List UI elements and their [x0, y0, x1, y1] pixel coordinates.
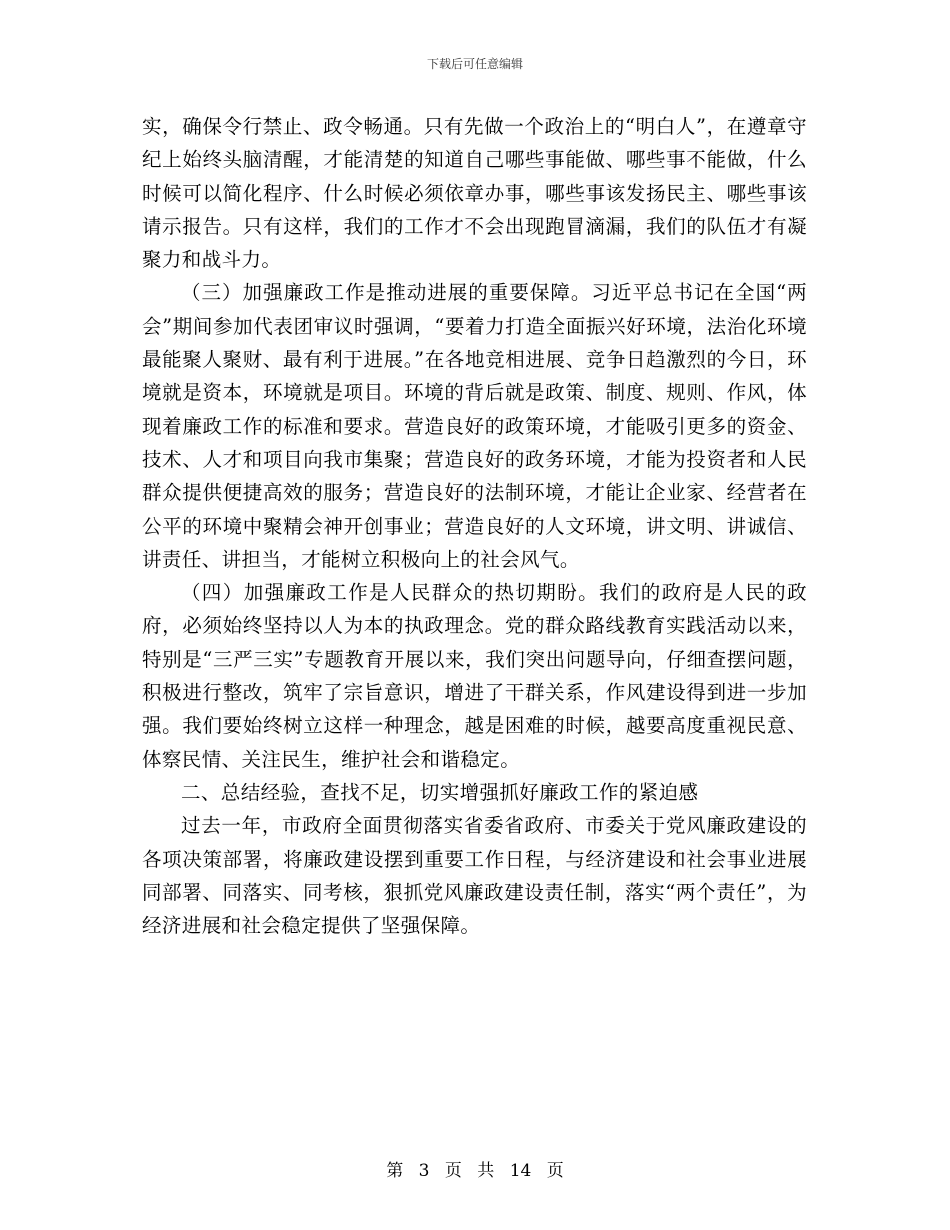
document-body — [142, 110, 807, 942]
footer-total-pages: 14 — [509, 1161, 532, 1181]
page-footer — [0, 1156, 950, 1181]
footer-current-page: 3 — [418, 1161, 430, 1181]
paragraph-past-year: 过去一年，市政府全面贯彻落实省委省政府、市委关于党风廉政建设的各项决策部署，将廉政建设摆到重要工作日程，与经济建设和社会事业进展同部署、同落实、同考核，狠抓党风廉政建设责任制，落实“两个责任”，为经济进展和社会稳定提供了坚强保障。 — [142, 814, 807, 938]
page-header-note: 下载后可任意编辑 — [426, 57, 523, 71]
paragraph-section-four: （四）加强廉政工作是人民群众的热切期盼。我们的政府是人民的政府，必须始终坚持以人为本的执政理念。党的群众路线教育实践活动以来，特别是“三严三实”专题教育开展以来，我们突出问题导向，仔细查摆问题，积极进行整改，筑牢了宗旨意识，增进了干群关系，作风建设得到进一步加强。我们要始终树立这样一种理念，越是困难的时候，越要高度重视民意、体察民情、关注民生，维护社会和谐稳定。 — [142, 581, 807, 771]
paragraph-section-three: （三）加强廉政工作是推动进展的重要保障。习近平总书记在全国“两会”期间参加代表团审议时强调，“要着力打造全面振兴好环境，法治化环境最能聚人聚财、最有利于进展。”在各地竞相进展、竞争日趋激烈的今日，环境就是资本，环境就是项目。环境的背后就是政策、制度、规则、作风，体现着廉政工作的标准和要求。营造良好的政策环境，才能吸引更多的资金、技术、人才和项目向我市集聚；营造良好的政务环境，才能为投资者和人民群众提供便捷高效的服务；营造良好的法制环境，才能让企业家、经营者在公平的环境中聚精会神开创事业；营造良好的人文环境，讲文明、讲诚信、讲责任、讲担当，才能树立积极向上的社会风气。 — [142, 281, 807, 571]
footer-conj: 共 — [477, 1161, 495, 1181]
footer-prefix: 第 — [386, 1161, 404, 1181]
footer-suffix: 页 — [546, 1161, 564, 1181]
paragraph-continuation: 实，确保令行禁止、政令畅通。只有先做一个政治上的“明白人”，在遵章守纪上始终头脑清醒，才能清楚的知道自己哪些事能做、哪些事不能做，什么时候可以简化程序、什么时候必须依章办事，哪些事该发扬民主、哪些事该请示报告。只有这样，我们的工作才不会出现跑冒滴漏，我们的队伍才有凝聚力和战斗力。 — [142, 115, 807, 272]
footer-middle: 页 — [444, 1161, 462, 1181]
section-heading-two: 二、总结经验，查找不足，切实增强抓好廉政工作的紧迫感 — [181, 780, 699, 804]
